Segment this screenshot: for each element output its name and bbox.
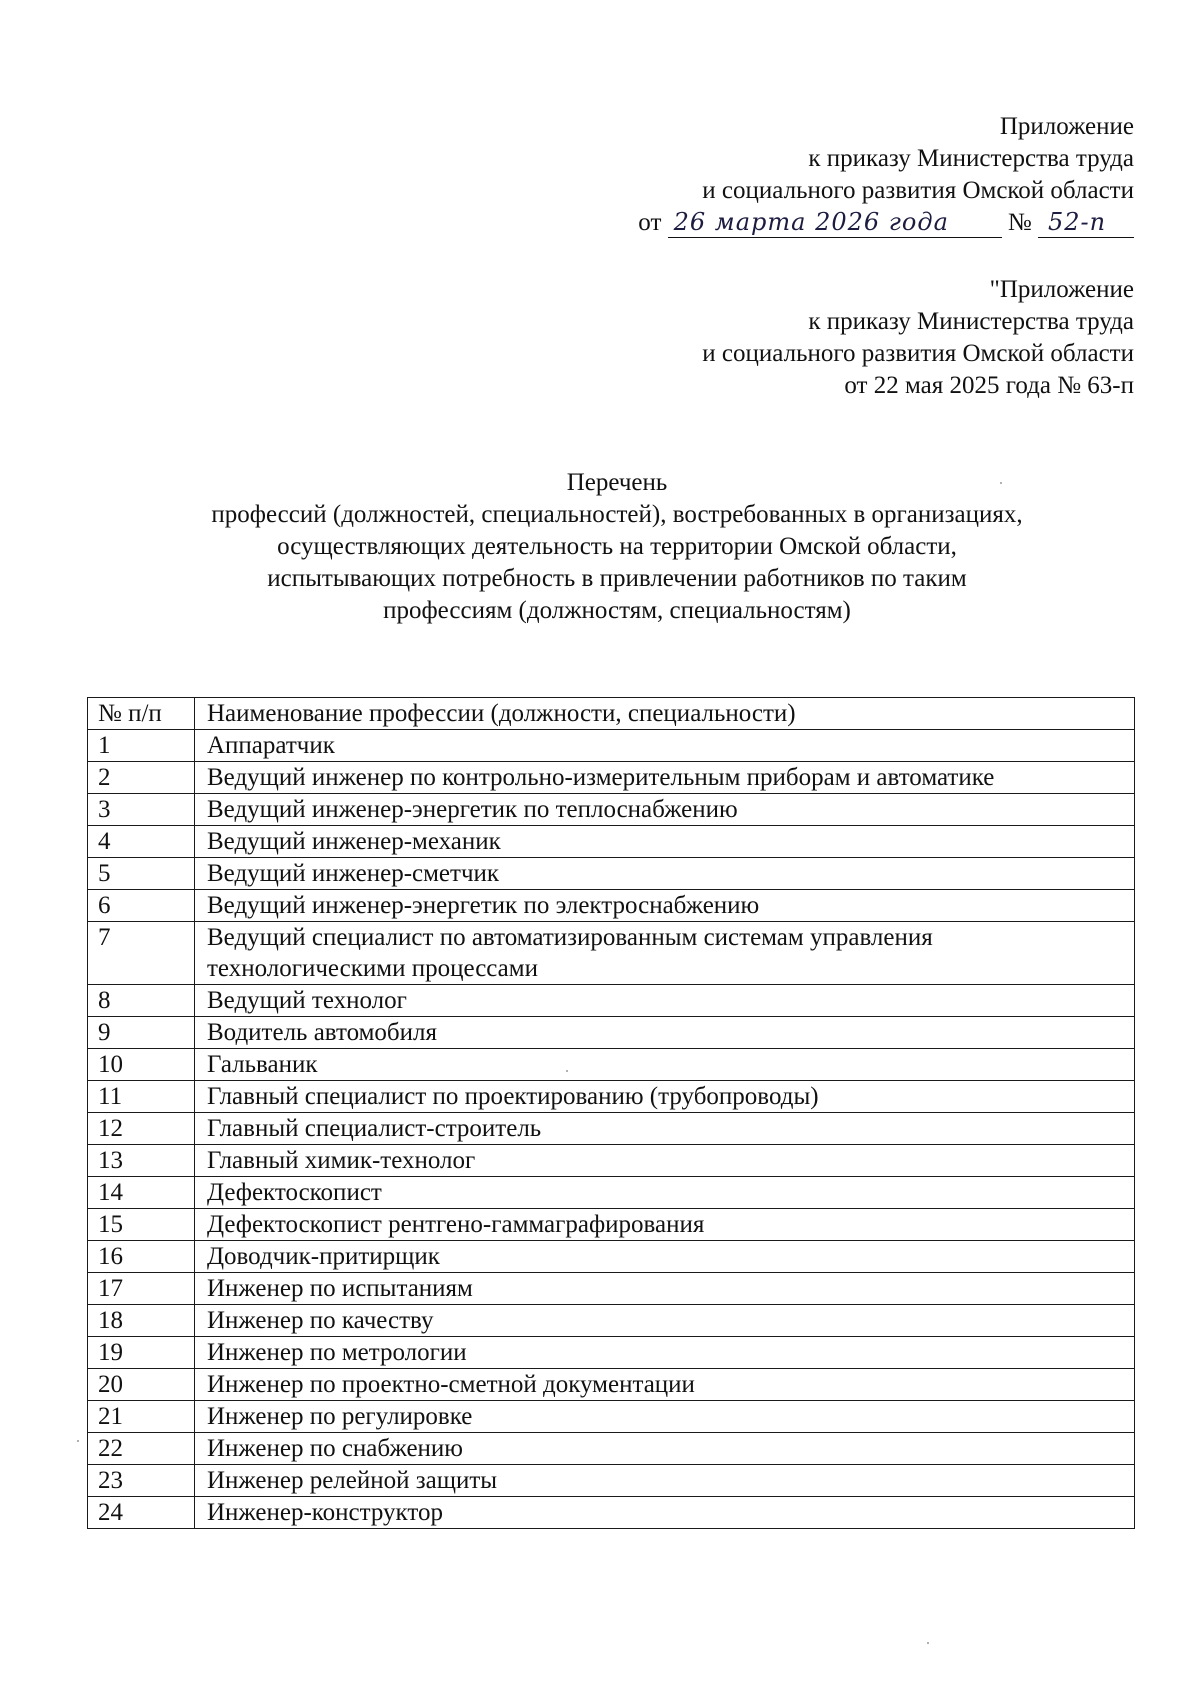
table-row: [88, 922, 1135, 985]
scan-speck: [927, 1642, 929, 1644]
row-name-cell: Гальваник: [195, 1049, 1135, 1081]
row-number-cell: 17: [88, 1273, 195, 1305]
row-number-cell: 16: [88, 1241, 195, 1273]
row-number-cell: 23: [88, 1465, 195, 1497]
row-name-cell: Главный химик-технолог: [195, 1145, 1135, 1177]
appendix-label: Приложение: [999, 113, 1134, 140]
table-row: [88, 1369, 1135, 1401]
row-number-cell: 1: [88, 730, 195, 762]
table-row: [88, 1049, 1135, 1081]
row-number-cell: 6: [88, 890, 195, 922]
header-name-cell: Наименование профессии (должности, специальности): [195, 698, 1135, 730]
document-title: [0, 467, 1200, 627]
number-label: №: [1007, 209, 1032, 236]
table-row: [88, 730, 1135, 762]
row-name-cell: Водитель автомобиля: [195, 1017, 1135, 1049]
row-name-cell: Инженер-конструктор: [195, 1497, 1135, 1529]
row-name-cell: Доводчик-притирщик: [195, 1241, 1135, 1273]
row-name-cell: Ведущий инженер-сметчик: [195, 858, 1135, 890]
row-name-cell: Ведущий специалист по автоматизированным системам управления технологическими процессами: [195, 922, 1135, 985]
row-number-cell: 2: [88, 762, 195, 794]
prev-order-ministry-line: к приказу Министерства труда: [808, 308, 1134, 335]
row-number-cell: 10: [88, 1049, 195, 1081]
row-number-cell: 7: [88, 922, 195, 985]
row-name-cell: Инженер по метрологии: [195, 1337, 1135, 1369]
row-number-cell: 5: [88, 858, 195, 890]
table-row: [88, 1337, 1135, 1369]
row-number-cell: 9: [88, 1017, 195, 1049]
row-number-cell: 19: [88, 1337, 195, 1369]
row-name-cell: Инженер по регулировке: [195, 1401, 1135, 1433]
row-number-cell: 11: [88, 1081, 195, 1113]
row-name-cell: Дефектоскопист рентгено-гаммаграфирования: [195, 1209, 1135, 1241]
row-name-cell: Ведущий инженер по контрольно-измерительным приборам и автоматике: [195, 762, 1135, 794]
row-name-cell: Главный специалист-строитель: [195, 1113, 1135, 1145]
row-name-cell: Инженер по проектно-сметной документации: [195, 1369, 1135, 1401]
table-row: [88, 1113, 1135, 1145]
table-row: [88, 1273, 1135, 1305]
professions-table-wrap: [87, 697, 1135, 1529]
table-row: [88, 1497, 1135, 1529]
row-name-cell: Инженер по качеству: [195, 1305, 1135, 1337]
table-row: [88, 1433, 1135, 1465]
number-field: [1038, 208, 1134, 238]
professions-table: [87, 697, 1135, 1529]
table-row: [88, 762, 1135, 794]
table-row: [88, 1465, 1135, 1497]
title-line-3: осуществляющих деятельность на территории Омской области,: [277, 533, 957, 560]
title-word: Перечень: [566, 469, 668, 496]
order-date-number-line: [638, 207, 1134, 241]
table-row: [88, 794, 1135, 826]
table-row: [88, 1081, 1135, 1113]
table-row: [88, 1401, 1135, 1433]
row-number-cell: 8: [88, 985, 195, 1017]
table-row: [88, 1145, 1135, 1177]
row-number-cell: 12: [88, 1113, 195, 1145]
row-name-cell: Ведущий технолог: [195, 985, 1135, 1017]
header-num-cell: № п/п: [88, 698, 195, 730]
table-row: [88, 1305, 1135, 1337]
table-row: [88, 985, 1135, 1017]
table-row: [88, 890, 1135, 922]
row-name-cell: Ведущий инженер-энергетик по теплоснабжению: [195, 794, 1135, 826]
title-line-4: испытывающих потребность в привлечении работников по таким: [267, 565, 967, 592]
row-name-cell: Ведущий инженер-механик: [195, 826, 1135, 858]
row-number-cell: 20: [88, 1369, 195, 1401]
title-line-5: профессиям (должностям, специальностям): [383, 597, 851, 624]
row-number-cell: 21: [88, 1401, 195, 1433]
table-header-row: [88, 698, 1135, 730]
table-row: [88, 1209, 1135, 1241]
handwritten-number: 52-п: [1048, 208, 1107, 236]
prev-appendix-label: "Приложение: [989, 276, 1134, 303]
row-name-cell: Инженер по испытаниям: [195, 1273, 1135, 1305]
row-name-cell: Главный специалист по проектированию (трубопроводы): [195, 1081, 1135, 1113]
row-number-cell: 18: [88, 1305, 195, 1337]
order-region-line: и социального развития Омской области: [702, 177, 1134, 204]
table-row: [88, 1017, 1135, 1049]
table-row: [88, 858, 1135, 890]
prev-order-date-line: от 22 мая 2025 года № 63-п: [844, 372, 1134, 399]
row-number-cell: 15: [88, 1209, 195, 1241]
row-number-cell: 13: [88, 1145, 195, 1177]
scan-speck: [1000, 482, 1002, 484]
table-row: [88, 1177, 1135, 1209]
row-name-cell: Инженер по снабжению: [195, 1433, 1135, 1465]
scan-speck: [566, 1070, 568, 1072]
row-number-cell: 14: [88, 1177, 195, 1209]
table-row: [88, 1241, 1135, 1273]
order-ministry-line: к приказу Министерства труда: [808, 145, 1134, 172]
row-number-cell: 22: [88, 1433, 195, 1465]
table-row: [88, 826, 1135, 858]
current-appendix-header: [638, 111, 1134, 241]
row-name-cell: Инженер релейной защиты: [195, 1465, 1135, 1497]
row-number-cell: 4: [88, 826, 195, 858]
from-label: от: [638, 209, 662, 236]
previous-appendix-header: [702, 274, 1134, 402]
row-name-cell: Аппаратчик: [195, 730, 1135, 762]
scan-speck: [77, 1440, 79, 1442]
handwritten-date: 26 марта 2026 года: [673, 208, 949, 236]
prev-order-region-line: и социального развития Омской области: [702, 340, 1134, 367]
date-field: [668, 208, 1002, 238]
title-line-2: профессий (должностей, специальностей), востребованных в организациях,: [211, 501, 1023, 528]
row-name-cell: Ведущий инженер-энергетик по электроснабжению: [195, 890, 1135, 922]
row-number-cell: 3: [88, 794, 195, 826]
row-name-cell: Дефектоскопист: [195, 1177, 1135, 1209]
row-number-cell: 24: [88, 1497, 195, 1529]
